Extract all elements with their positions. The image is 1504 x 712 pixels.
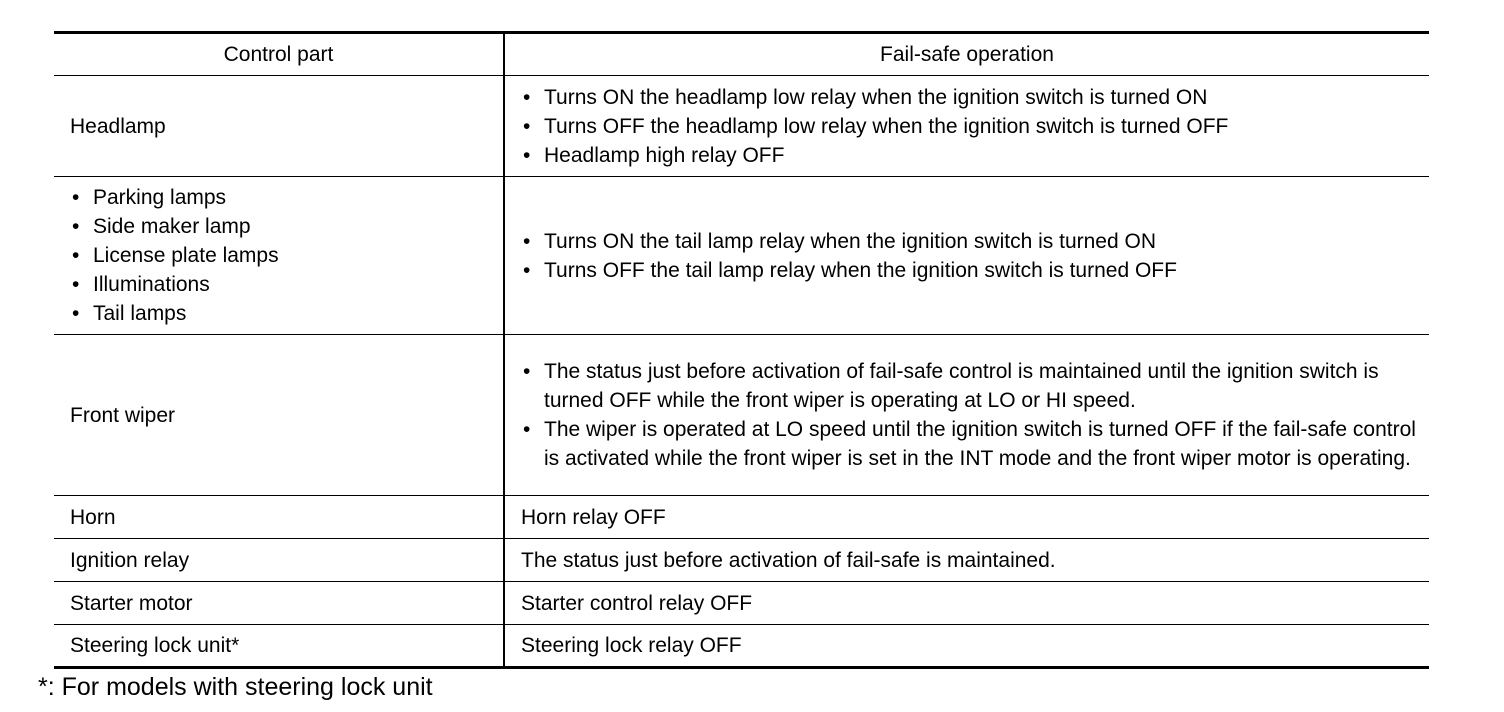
operation-cell: Horn relay OFF (504, 496, 1429, 539)
control-part-cell: Headlamp (54, 76, 504, 177)
list-item: • Turns ON the tail lamp relay when the ignition switch is turned ON (521, 227, 1419, 256)
bullet: • (523, 229, 531, 253)
bullet: • (72, 273, 80, 296)
control-part-cell: Steering lock unit* (54, 625, 504, 668)
operation-list (521, 227, 1419, 285)
bullet: • (72, 186, 80, 209)
list-item: • License plate lamps (70, 241, 493, 270)
bullet: • (72, 215, 80, 238)
control-part-cell (54, 177, 504, 335)
control-part-cell: Horn (54, 496, 504, 539)
list-item: • Illuminations (70, 270, 493, 299)
table-row (54, 496, 1429, 539)
fail-safe-table (54, 31, 1429, 669)
bullet: • (72, 244, 80, 267)
operation-list (521, 357, 1419, 473)
operation-cell: The status just before activation of fail-safe is maintained. (504, 539, 1429, 582)
list-item: • Turns ON the headlamp low relay when the ignition switch is turned ON (521, 83, 1419, 112)
table-row (54, 335, 1429, 496)
bullet: • (523, 85, 531, 109)
header-row (54, 33, 1429, 76)
header-fail-safe-operation: Fail-safe operation (504, 33, 1429, 76)
list-item: • Turns OFF the tail lamp relay when the ignition switch is turned OFF (521, 256, 1419, 285)
bullet: • (523, 418, 531, 441)
table-row (54, 625, 1429, 668)
operation-cell (504, 177, 1429, 335)
operation-cell: Starter control relay OFF (504, 582, 1429, 625)
bullet: • (523, 143, 531, 167)
table-row (54, 582, 1429, 625)
control-part-cell: Ignition relay (54, 539, 504, 582)
bullet: • (523, 258, 531, 282)
bullet: • (523, 114, 531, 138)
bullet: • (72, 302, 80, 325)
list-item: • Tail lamps (70, 299, 493, 328)
list-item: • Side maker lamp (70, 212, 493, 241)
bullet: • (523, 360, 531, 383)
list-item: • Parking lamps (70, 183, 493, 212)
list-item: • The status just before activation of fail-safe control is maintained until the ignition switch is turned OFF while the front wiper is operating at LO or HI speed. (521, 357, 1419, 415)
header-control-part: Control part (54, 33, 504, 76)
operation-cell (504, 335, 1429, 496)
list-item: • Turns OFF the headlamp low relay when the ignition switch is turned OFF (521, 112, 1419, 141)
operation-cell (504, 76, 1429, 177)
operation-list (521, 83, 1419, 170)
table-row (54, 177, 1429, 335)
table-row (54, 76, 1429, 177)
operation-cell: Steering lock relay OFF (504, 625, 1429, 668)
footnote: *: For models with steering lock unit (38, 673, 433, 701)
control-part-list (70, 183, 493, 328)
list-item: • Headlamp high relay OFF (521, 141, 1419, 170)
list-item: • The wiper is operated at LO speed until the ignition switch is turned OFF if the fail-safe control is activated while the front wiper is set in the INT mode and the front wiper motor is operating. (521, 415, 1419, 473)
control-part-cell: Starter motor (54, 582, 504, 625)
table-row (54, 539, 1429, 582)
control-part-cell: Front wiper (54, 335, 504, 496)
